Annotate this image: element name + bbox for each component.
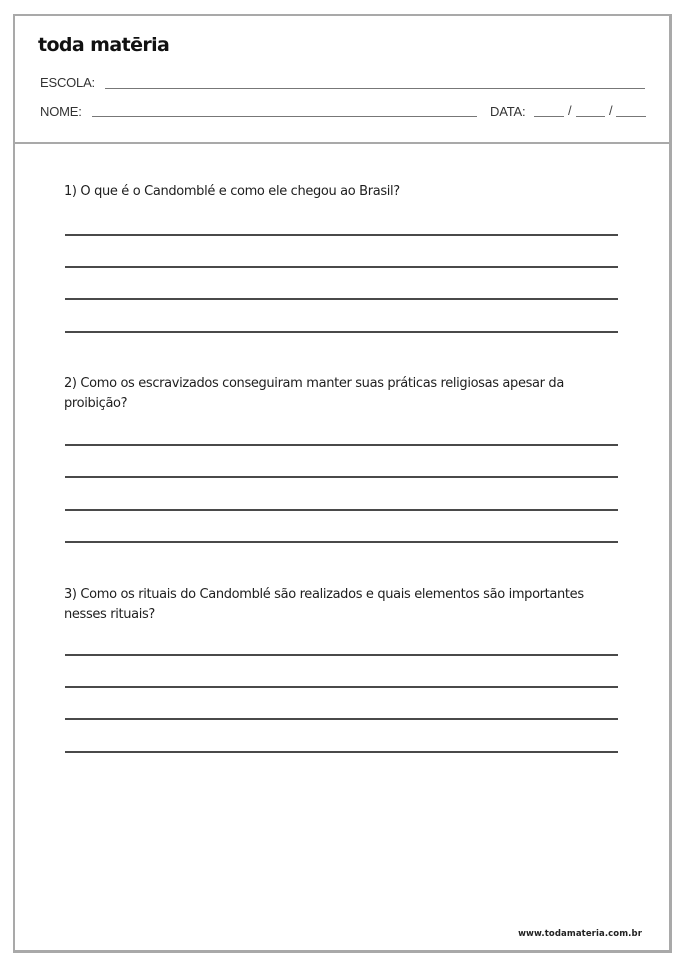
date-separator: / (568, 103, 572, 118)
date-month-field[interactable] (576, 116, 605, 117)
question-3: 3) Como os rituais do Candomblé são realizados e quais elementos são importantes nesses rituais? (64, 587, 584, 622)
answer-line[interactable] (65, 654, 618, 656)
answer-line[interactable] (65, 541, 618, 543)
school-label: ESCOLA: (40, 75, 95, 90)
answer-line[interactable] (65, 476, 618, 478)
date-day-field[interactable] (534, 116, 564, 117)
name-label: NOME: (40, 104, 82, 119)
answer-line[interactable] (65, 331, 618, 333)
school-field[interactable] (105, 88, 645, 89)
answer-line[interactable] (65, 686, 618, 688)
question-2: 2) Como os escravizados conseguiram manter suas práticas religiosas apesar da proibição? (64, 376, 564, 411)
date-year-field[interactable] (616, 116, 646, 117)
answer-line[interactable] (65, 234, 618, 236)
answer-line[interactable] (65, 751, 618, 753)
name-field[interactable] (92, 116, 477, 117)
header-divider (15, 142, 669, 144)
date-separator: / (609, 103, 613, 118)
answer-line[interactable] (65, 298, 618, 300)
answer-line[interactable] (65, 509, 618, 511)
date-label: DATA: (490, 104, 526, 119)
answer-line[interactable] (65, 266, 618, 268)
worksheet-page (13, 14, 672, 953)
question-1: 1) O que é o Candomblé e como ele chegou ao Brasil? (64, 184, 400, 199)
brand-logo: toda matēria (38, 34, 170, 56)
footer-website-url: www.todamateria.com.br (518, 929, 642, 939)
answer-line[interactable] (65, 444, 618, 446)
answer-line[interactable] (65, 718, 618, 720)
